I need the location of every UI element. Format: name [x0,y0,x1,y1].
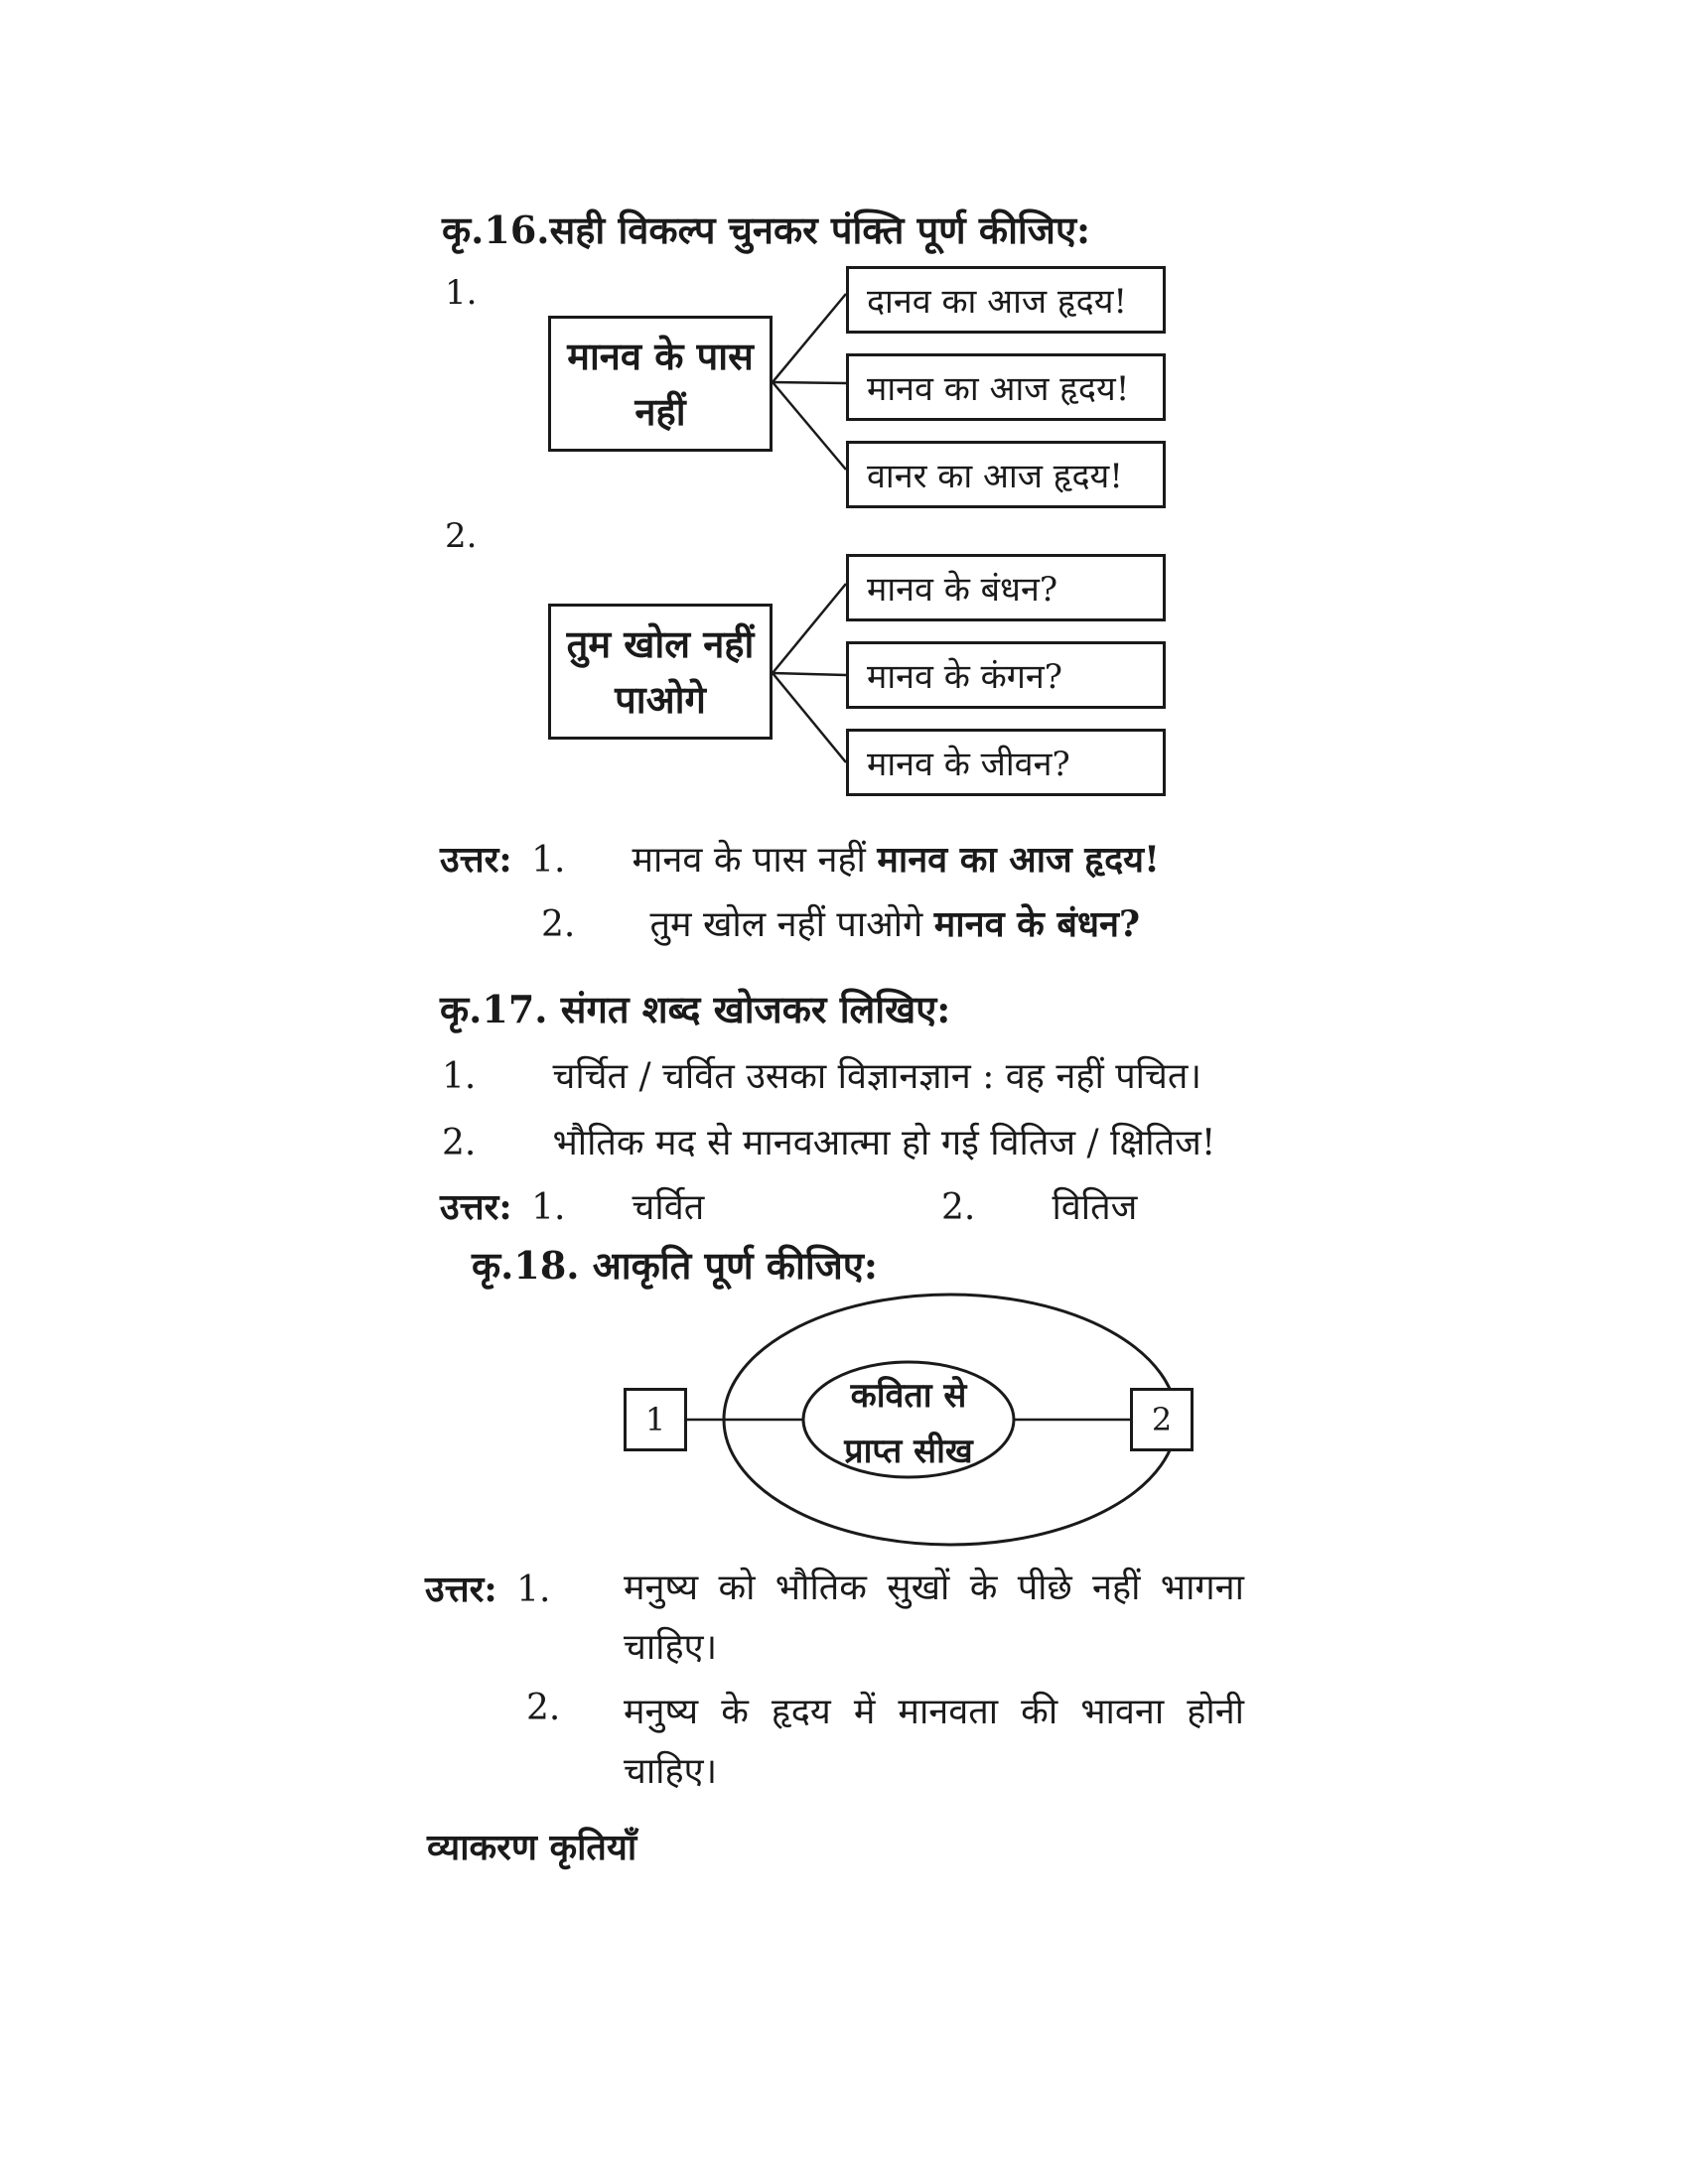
q17-line1 [442,1050,1201,1099]
q16-item1-option-2: मानव का आज हृदय! [846,353,1166,421]
q18-answer2-text: मनुष्य के हृदय में मानवता की भावना होनी चाहिए। [624,1692,1244,1792]
q17-answer [440,1181,1137,1230]
q16-item2-number: 2. [445,516,478,556]
q17-line2-text: भौतिक मद से मानवआत्मा हो गई वितिज / क्षितिज! [552,1123,1216,1163]
q17-heading: कृ.17. संगत शब्द खोजकर लिखिए: [440,987,951,1031]
q16-answer1-number: 1. [531,840,566,881]
q16-answer-line2 [541,898,1140,947]
q18-answer-label-row [425,1564,550,1612]
q18-box-2 [1130,1388,1194,1451]
q17-answer-label: उत्तर: [440,1186,512,1228]
q17-answer2-text: वितिज [1052,1187,1138,1228]
q16-answer-line1 [440,834,1160,883]
q17-line2-number: 2. [442,1123,477,1163]
q16-answer-label: उत्तर: [440,839,512,881]
q16-item1-main-line2: नहीं [634,388,686,434]
q18-answer-label: उत्तर: [425,1569,497,1610]
grammar-section-heading: व्याकरण कृतियाँ [427,1827,637,1868]
q16-answer2-text: तुम खोल नहीं पाओगे [649,904,923,945]
q16-item2-option-2: मानव के कंगन? [846,641,1166,709]
q17-line1-text: चर्चित / चर्वित उसका विज्ञानज्ञान : वह नहीं पचित। [552,1056,1202,1097]
q16-item1-option-1: दानव का आज हृदय! [846,266,1166,334]
q16-item2-main-box [548,604,773,740]
q16-item2-main-line2: पाओगे [615,676,706,722]
q18-center-line1: कविता से [850,1376,967,1416]
q18-answer1-number: 1. [516,1570,551,1610]
q16-answer1-text: मानव के पास नहीं [632,840,866,881]
q16-item1-main-line1: मानव के पास [567,334,754,379]
q17-answer2-number: 2. [940,1187,976,1228]
q16-answer1-bold: मानव का आज हृदय! [877,839,1160,881]
q16-item2-option-1: मानव के बंधन? [846,554,1166,621]
q18-box-1 [624,1388,687,1451]
q18-heading: कृ.18. आकृति पूर्ण कीजिए: [472,1243,878,1288]
q18-center-line2: प्राप्त सीख [844,1432,973,1471]
q17-line2 [442,1117,1215,1165]
q16-item1-main-box [548,316,773,452]
q16-item2-main-line1: तुम खोल नहीं [566,621,755,667]
q18-center-label [803,1368,1014,1479]
q16-answer2-bold: मानव के बंधन? [933,903,1141,945]
q17-line1-number: 1. [442,1056,477,1097]
q18-answer2-number: 2. [526,1688,561,1728]
q16-item1-option-3: वानर का आज हृदय! [846,441,1166,508]
q18-answer1-text: मनुष्य को भौतिक सुखों के पीछे नहीं भागना चाहिए। [624,1568,1244,1668]
q17-answer1-number: 1. [531,1187,566,1228]
q17-answer1-text: चर्वित [632,1187,705,1228]
q18-box-1-label: 1 [644,1401,666,1438]
q18-box-2-label: 2 [1151,1401,1173,1438]
q16-item2-option-3: मानव के जीवन? [846,729,1166,796]
q16-item1-number: 1. [445,273,478,313]
q16-heading: कृ.16.सही विकल्प चुनकर पंक्ति पूर्ण कीजिए: [442,207,1090,252]
q16-answer2-number: 2. [541,904,576,945]
